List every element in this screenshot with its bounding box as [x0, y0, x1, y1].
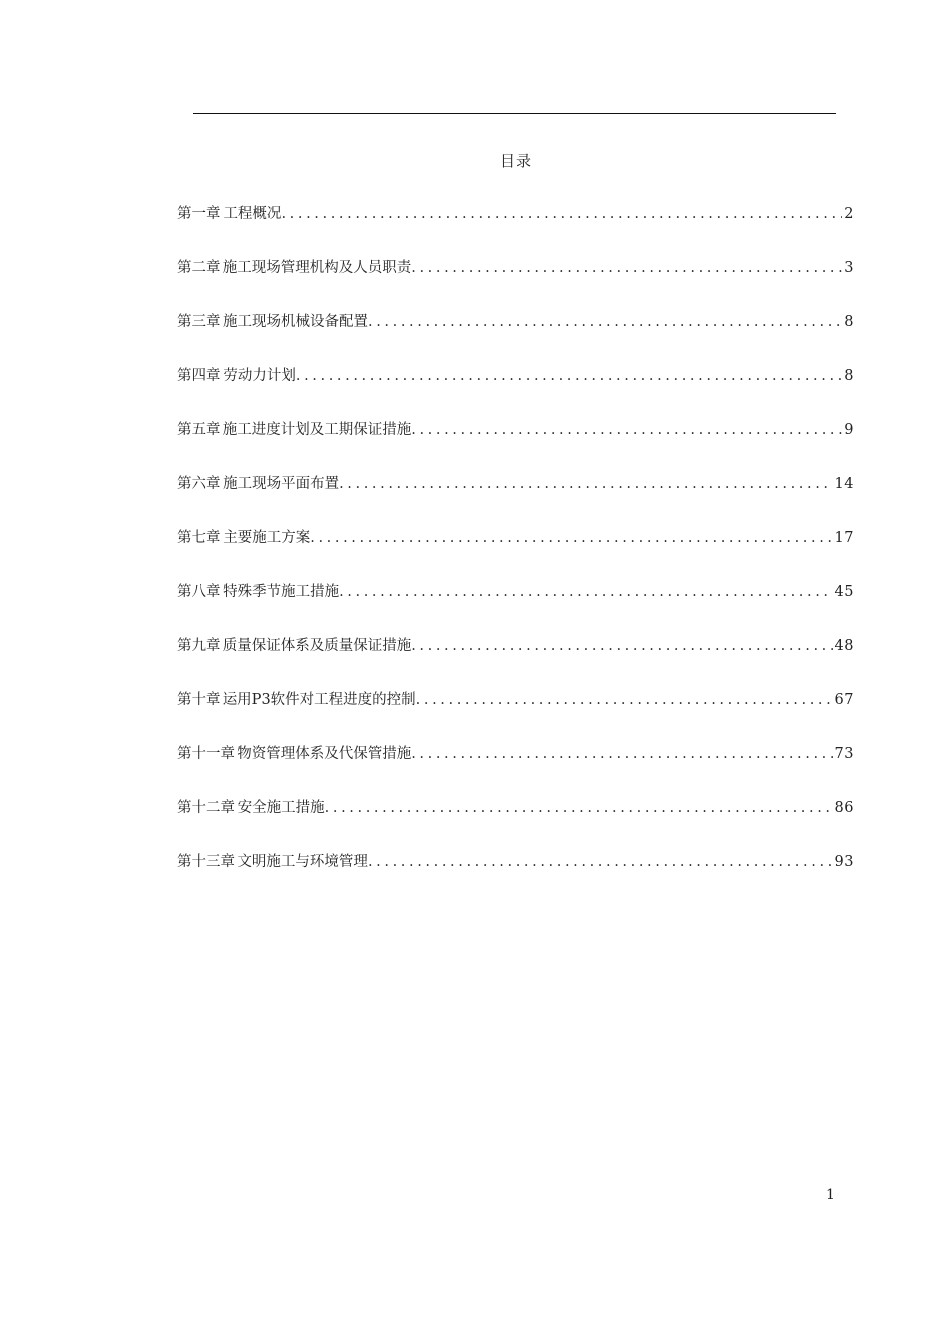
toc-chapter-title: 安全施工措施 — [237, 800, 325, 816]
toc-page-number: 73 — [834, 746, 854, 762]
toc-chapter-number: 第十三章 — [177, 854, 235, 870]
toc-chapter-title: 施工现场管理机构及人员职责 — [222, 260, 412, 276]
toc-leader-dots — [411, 742, 832, 766]
toc-leader-dots — [411, 634, 832, 658]
toc-page-number: 2 — [844, 206, 854, 222]
toc-page-number: 3 — [844, 260, 854, 276]
toc-entry — [177, 850, 854, 904]
toc-leader-dots — [281, 202, 842, 226]
toc-chapter-number: 第十一章 — [177, 746, 235, 762]
toc-leader-dots — [368, 310, 842, 334]
toc-entry — [177, 580, 854, 634]
toc-entry — [177, 256, 854, 310]
toc-page-number: 9 — [844, 422, 854, 438]
toc-chapter-title: 工程概况 — [223, 206, 282, 222]
toc-entry — [177, 742, 854, 796]
toc-page-number: 93 — [834, 854, 854, 870]
toc-chapter-number: 第十章 — [177, 692, 221, 708]
toc-leader-dots — [296, 364, 842, 388]
toc-chapter-title: 质量保证体系及质量保证措施 — [222, 638, 412, 654]
toc-chapter-number: 第四章 — [177, 368, 221, 384]
toc-chapter-number: 第六章 — [177, 476, 221, 492]
toc-entry — [177, 796, 854, 850]
toc-chapter-number: 第九章 — [177, 638, 221, 654]
toc-entry — [177, 418, 854, 472]
toc-leader-dots — [325, 796, 833, 820]
toc-page-number: 17 — [834, 530, 854, 546]
toc-chapter-title: 运用P3软件对工程进度的控制 — [222, 692, 416, 708]
toc-chapter-number: 第七章 — [177, 530, 221, 546]
toc-entry — [177, 634, 854, 688]
toc-title: 目录 — [499, 152, 532, 170]
toc-chapter-title: 施工现场机械设备配置 — [222, 314, 368, 330]
toc-leader-dots — [416, 688, 833, 712]
toc-page-number: 8 — [844, 368, 854, 384]
toc-chapter-title: 特殊季节施工措施 — [223, 584, 340, 600]
toc-leader-dots — [368, 850, 833, 874]
toc-leader-dots — [339, 472, 832, 496]
toc-page-number: 45 — [834, 584, 854, 600]
toc-chapter-title: 文明施工与环境管理 — [237, 854, 368, 870]
toc-chapter-title: 劳动力计划 — [223, 368, 296, 384]
toc-page-number: 48 — [834, 638, 854, 654]
toc-page-number: 67 — [834, 692, 854, 708]
toc-chapter-number: 第一章 — [177, 206, 221, 222]
toc-page-number: 14 — [834, 476, 854, 492]
toc-entry — [177, 688, 854, 742]
toc-chapter-number: 第二章 — [177, 260, 221, 276]
toc-chapter-number: 第三章 — [177, 314, 221, 330]
toc-page-number: 86 — [834, 800, 854, 816]
toc-chapter-title: 施工进度计划及工期保证措施 — [222, 422, 412, 438]
toc-chapter-number: 第五章 — [177, 422, 221, 438]
table-of-contents — [177, 202, 854, 904]
toc-page-number: 8 — [844, 314, 854, 330]
toc-chapter-number: 第八章 — [177, 584, 221, 600]
toc-entry — [177, 364, 854, 418]
header-rule — [193, 113, 836, 114]
toc-entry — [177, 526, 854, 580]
toc-entry — [177, 472, 854, 526]
toc-chapter-title: 物资管理体系及代保管措施 — [237, 746, 412, 762]
toc-chapter-title: 主要施工方案 — [223, 530, 311, 546]
toc-entry — [177, 202, 854, 256]
page-number: 1 — [826, 1187, 835, 1203]
toc-entry — [177, 310, 854, 364]
toc-chapter-number: 第十二章 — [177, 800, 235, 816]
toc-leader-dots — [310, 526, 832, 550]
toc-chapter-title: 施工现场平面布置 — [223, 476, 340, 492]
toc-leader-dots — [411, 256, 842, 280]
toc-leader-dots — [411, 418, 842, 442]
toc-leader-dots — [339, 580, 832, 604]
